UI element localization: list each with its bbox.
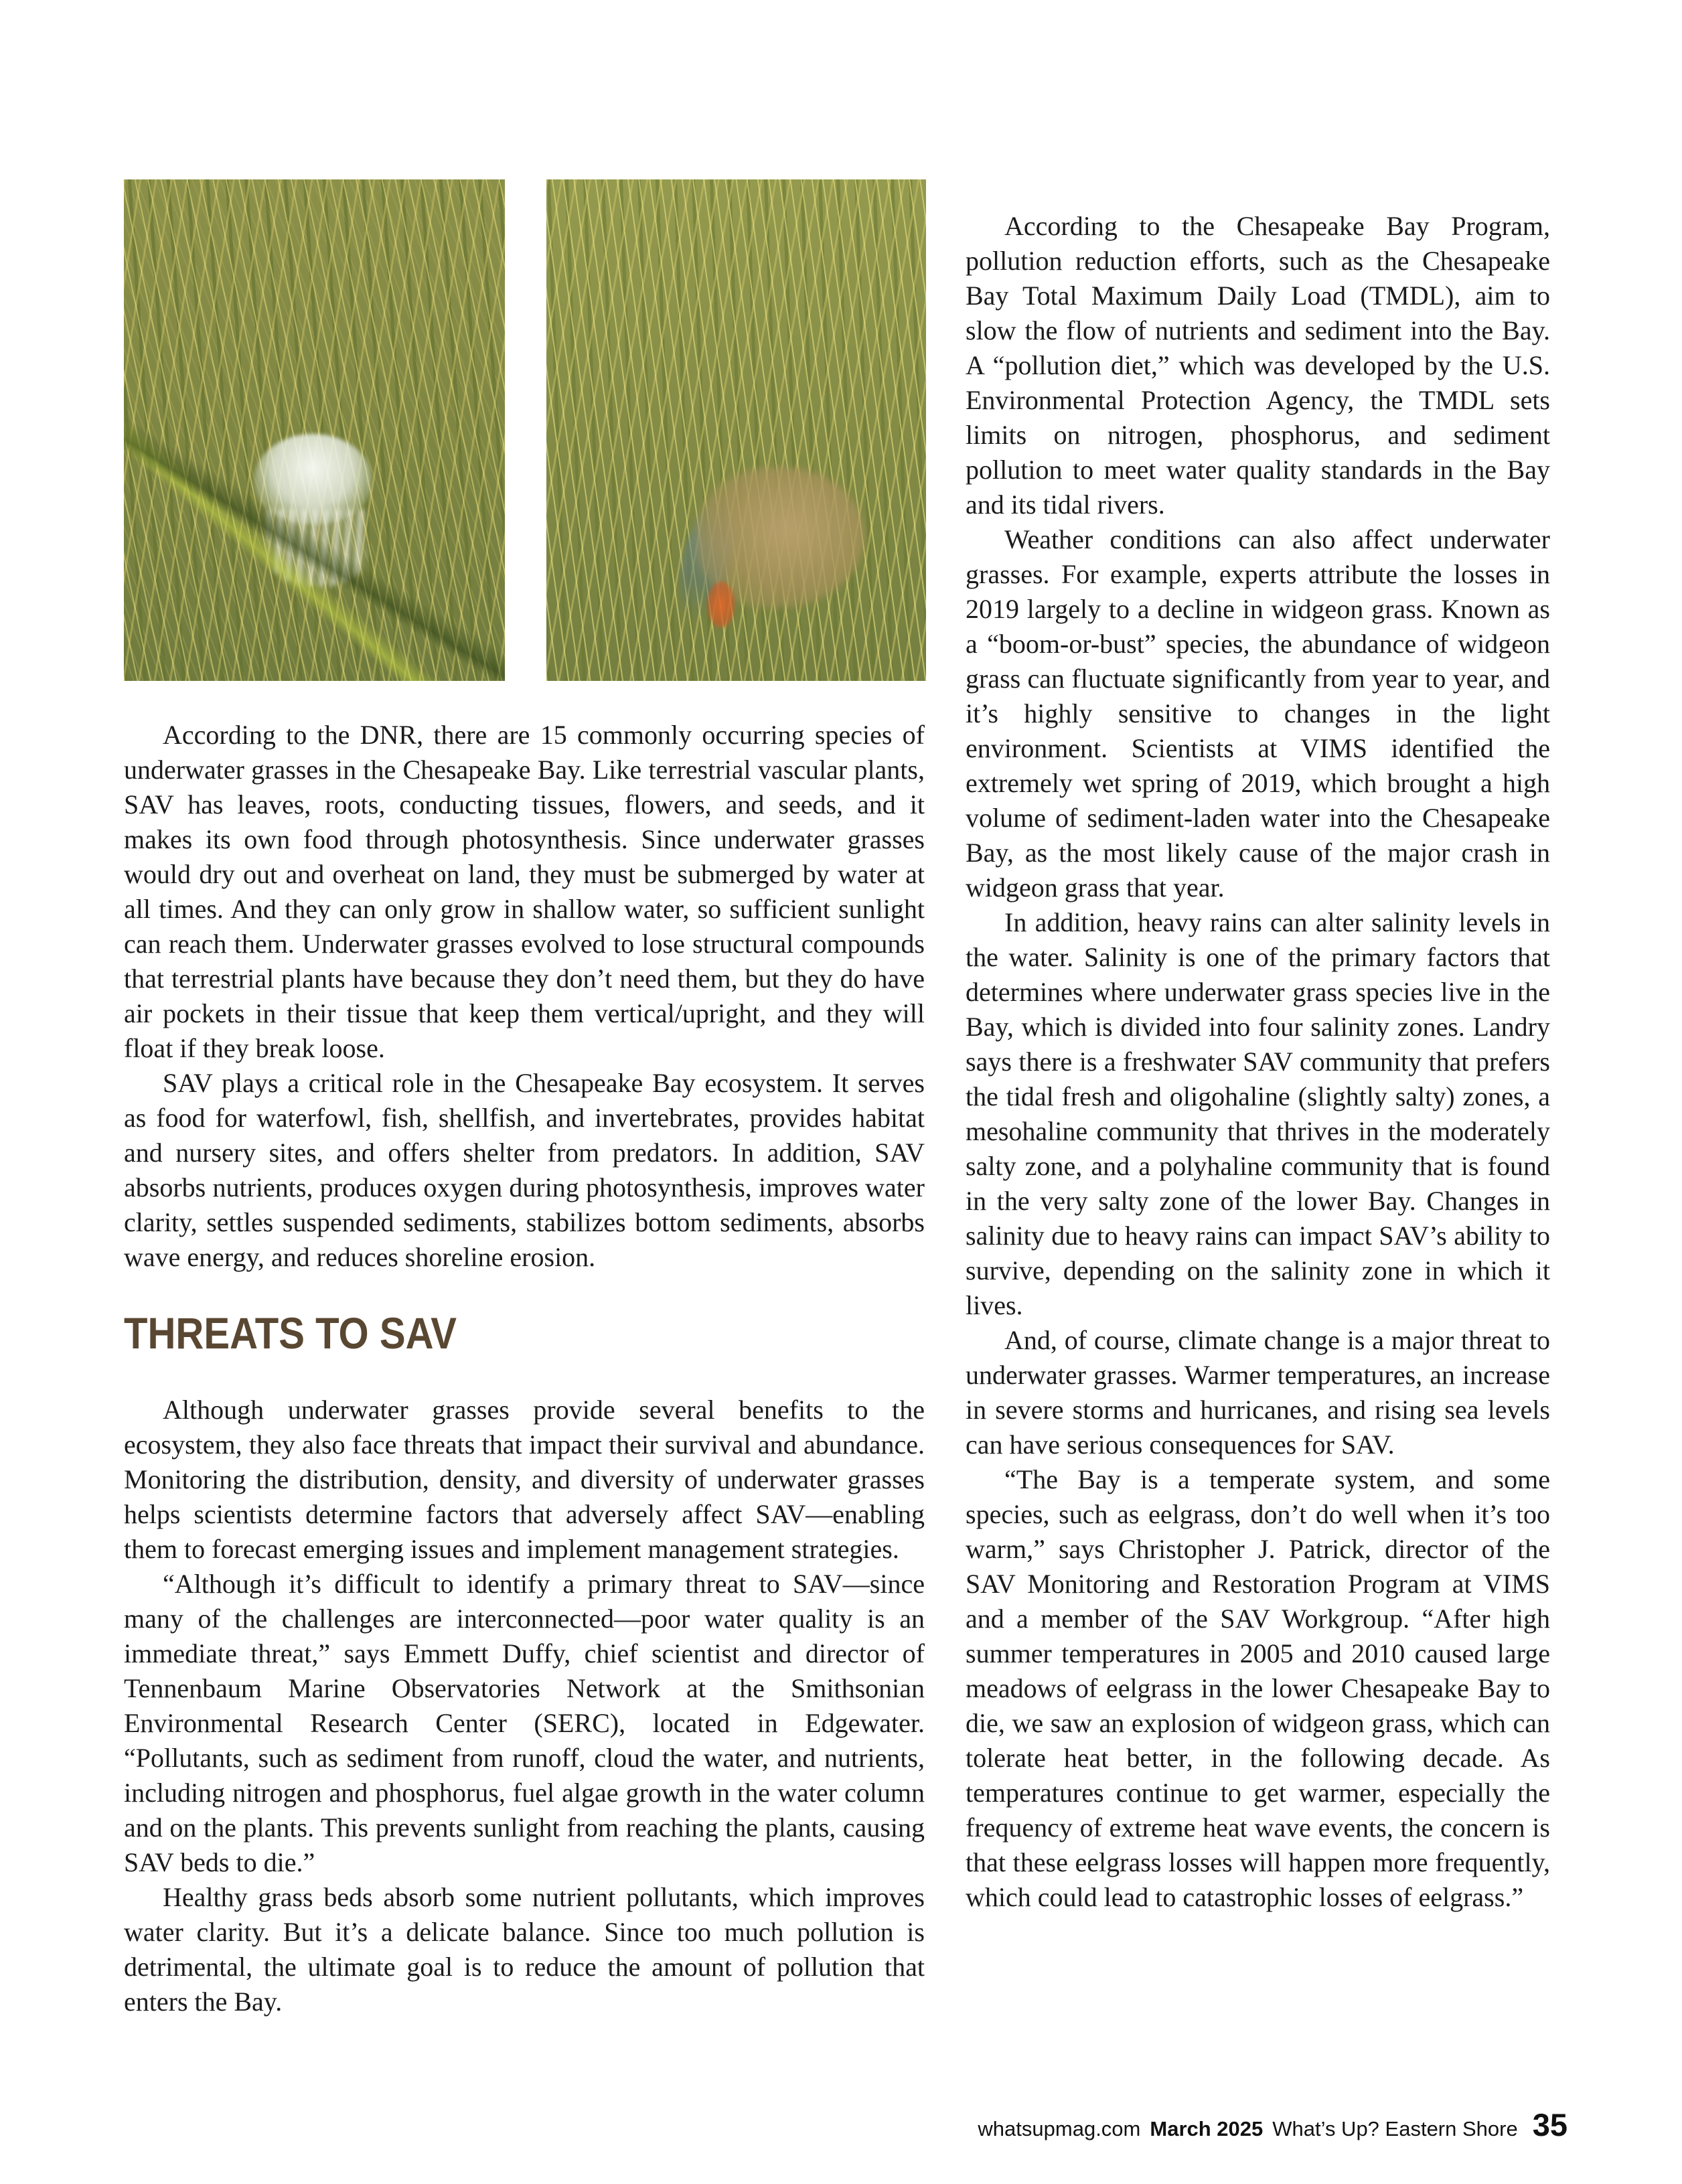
footer-page-number: 35 bbox=[1532, 2107, 1568, 2142]
orange-lure bbox=[707, 581, 735, 628]
left-column bbox=[124, 718, 925, 2019]
footer-issue-date: March 2025 bbox=[1150, 2117, 1264, 2140]
body-paragraph: “The Bay is a temperate system, and some species, such as eelgrass, don’t do well when it’s too warm,” says Christopher J. Patrick, director of the SAV Monitoring and Restoration Program at VIMS and a member of the SAV Workgroup. “After high summer temperatures in 2005 and 2010 caused large meadows of eelgrass in the lower Chesapeake Bay to die, we saw an explosion of widgeon grass, which can tolerate heat better, in the following decade. As temperatures continue to get warmer, especially the frequency of extreme heat wave events, the concern is that these eelgrass losses will happen more frequently, which could lead to catastrophic losses of eelgrass.” bbox=[966, 1464, 1550, 1912]
body-paragraph: In addition, heavy rains can alter salinity levels in the water. Salinity is one of the primary factors that determines where underwater grass species live in the Bay, which is divided into four salinity zones. Landry says there is a freshwater SAV community that prefers the tidal fresh and oligohaline (slightly salty) zones, a mesohaline community that thrives in the moderately salty zone, and a polyhaline community that is found in the very salty zone of the lower Bay. Changes in salinity due to heavy rains can impact SAV’s ability to survive, depending on the salinity zone in which it lives. bbox=[966, 907, 1550, 1320]
body-paragraph: Although underwater grasses provide several benefits to the ecosystem, they also face threats that impact their survival and abundance. Monitoring the distribution, density, and diversity of underwater grasses helps scientists determine factors that adversely affect SAV—enabling them to forecast emerging issues and implement management strategies. bbox=[124, 1395, 925, 1564]
body-paragraph: Weather conditions can also affect underwater grasses. For example, experts attribute the losses in 2019 largely to a decline in widgeon grass. Known as a “boom-or-bust” species, the abundance of widgeon grass can fluctuate significantly from year to year, and it’s highly sensitive to changes in the light environment. Scientists at VIMS identified the extremely wet spring of 2019, which brought a high volume of sediment-laden water into the Chesapeake Bay, as the most likely cause of the major crash in widgeon grass that year. bbox=[966, 524, 1550, 903]
body-paragraph: According to the DNR, there are 15 commonly occurring species of underwater grasses in the Chesapeake Bay. Like terrestrial vascular plants, SAV has leaves, roots, conducting tissues, flowers, and seeds, and it makes its own food through photosynthesis. Since underwater grasses would dry out and overheat on land, they must be submerged by water at all times. And they can only grow in shallow water, so sufficient sunlight can reach them. Underwater grasses evolved to lose structural compounds that terrestrial plants have because they don’t need them, but they do have air pockets in their tissue that keep them vertical/upright, and they will float if they break loose. bbox=[124, 720, 925, 1063]
jellyfish-tentacles bbox=[268, 510, 368, 587]
body-paragraph: According to the Chesapeake Bay Program, pollution reduction efforts, such as the Chesapeake Bay Total Maximum Daily Load (TMDL), aim to slow the flow of nutrients and sediment into the Bay. A “pollution diet,” which was developed by the U.S. Environmental Protection Agency, the TMDL sets limits on nitrogen, phosphorus, and sediment pollution to meet water quality standards in the Bay and its tidal rivers. bbox=[966, 211, 1550, 520]
underwater-grass-crab-photo bbox=[546, 179, 926, 681]
underwater-grass-jellyfish-photo bbox=[124, 179, 505, 681]
body-paragraph: And, of course, climate change is a major threat to underwater grasses. Warmer temperatures, an increase in severe storms and hurricanes, and rising sea levels can have serious consequences for SAV. bbox=[966, 1325, 1550, 1460]
body-paragraph: Healthy grass beds absorb some nutrient pollutants, which improves water clarity. But it’s a delicate balance. Since too much pollution is detrimental, the ultimate goal is to reduce the amount of pollution that enters the Bay. bbox=[124, 1882, 925, 2017]
page-footer bbox=[978, 2106, 1568, 2143]
jellyfish bbox=[254, 434, 382, 595]
footer-publication-name: What’s Up? Eastern Shore bbox=[1272, 2117, 1518, 2140]
footer-website: whatsupmag.com bbox=[978, 2117, 1141, 2140]
section-heading-threats-to-sav: THREATS TO SAV bbox=[124, 1308, 457, 1358]
right-column bbox=[966, 209, 1550, 1915]
jellyfish-bell bbox=[254, 434, 372, 524]
body-paragraph: “Although it’s difficult to identify a primary threat to SAV—since many of the challenges are interconnected—poor water quality is an immediate threat,” says Emmett Duffy, chief scientist and director of Tennenbaum Marine Observatories Network at the Smithsonian Environmental Research Center (SERC), located in Edgewater. “Pollutants, such as sediment from runoff, cloud the water, and nutrients, including nitrogen and phosphorus, fuel algae growth in the water column and on the plants. This prevents sunlight from reaching the plants, causing SAV beds to die.” bbox=[124, 1569, 925, 1877]
body-paragraph: SAV plays a critical role in the Chesapeake Bay ecosystem. It serves as food for waterfowl, fish, shellfish, and invertebrates, provides habitat and nursery sites, and offers shelter from predators. In addition, SAV absorbs nutrients, produces oxygen during photosynthesis, improves water clarity, settles suspended sediments, stabilizes bottom sediments, absorbs wave energy, and reduces shoreline erosion. bbox=[124, 1068, 925, 1272]
